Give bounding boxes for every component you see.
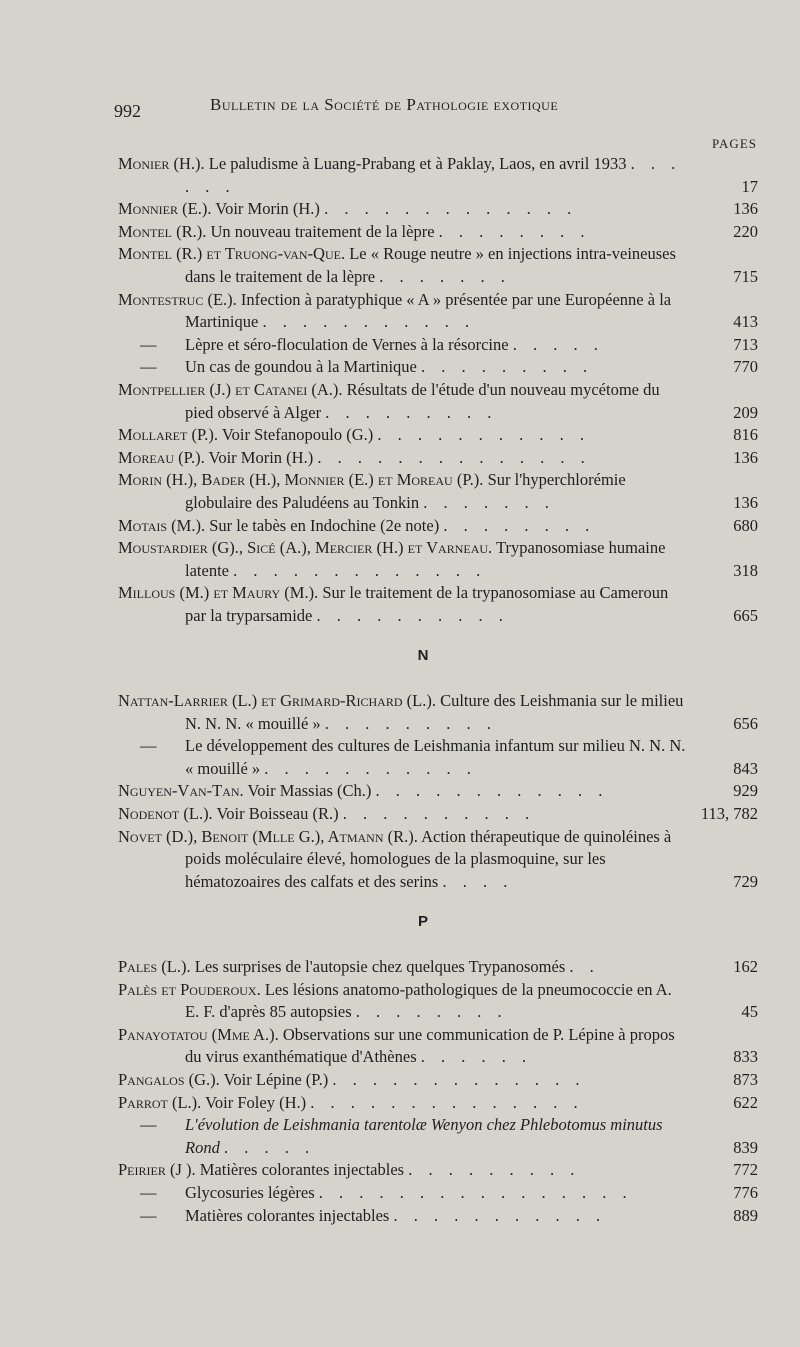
page-ref: 665	[733, 605, 758, 625]
index-entry: Novet (D.), Benoit (Mlle G.), Atmann (R.). Action thérapeutique de quinoléines à poids moléculaire élevé, homologues de la plasmoquine, sur les hématozoaires des calfats et des serins . . . . 729	[118, 826, 758, 894]
index-entry: Nodenot (L.). Voir Boisseau (R.) . . . . . . . . . . 113, 782	[118, 803, 758, 826]
page-ref: 136	[733, 492, 758, 512]
page-ref: 833	[733, 1047, 758, 1067]
page-ref: 816	[733, 425, 758, 445]
page-ref: 873	[733, 1069, 758, 1089]
index-entry: — L'évolution de Leishmania tarentolæ Wenyon chez Phlebotomus minutus Rond . . . . . 839	[118, 1114, 758, 1159]
index-entry: Montel (R.). Un nouveau traitement de la lèpre . . . . . . . . 220	[118, 221, 758, 244]
index-entry: Millous (M.) et Maury (M.). Sur le traitement de la trypanosomiase au Cameroun par la tryparsamide . . . . . . . . . . 665	[118, 582, 758, 627]
index-entry: Parrot (L.). Voir Foley (H.) . . . . . . . . . . . . . . 622	[118, 1092, 758, 1115]
page-ref: 113, 782	[700, 804, 758, 824]
index-entry: Panayotatou (Mme A.). Observations sur une communication de P. Lépine à propos du virus exanthématique d'Athènes . . . . . . 833	[118, 1024, 758, 1069]
index-entry: — Matières colorantes injectables . . . . . . . . . . . 889	[118, 1205, 758, 1228]
index-entry: Montel (R.) et Truong-van-Que. Le « Rouge neutre » en injections intra-veineuses dans le traitement de la lèpre . . . . . . . 715	[118, 243, 758, 288]
page-ref: 729	[733, 871, 758, 891]
page-ref: 318	[733, 560, 758, 580]
index-entry: Peirier (J ). Matières colorantes injectables . . . . . . . . . 772	[118, 1159, 758, 1182]
page-ref: 843	[733, 758, 758, 778]
page-ref: 770	[733, 357, 758, 377]
index-entry: Motais (M.). Sur le tabès en Indochine (2e note) . . . . . . . . 680	[118, 515, 758, 538]
index-entry: Moreau (P.). Voir Morin (H.) . . . . . . . . . . . . . . 136	[118, 447, 758, 470]
index-entry: Monier (H.). Le paludisme à Luang-Prabang et à Paklay, Laos, en avril 1933 . . . . . . 17	[118, 153, 758, 198]
page-ref: 136	[733, 199, 758, 219]
page-ref: 929	[733, 781, 758, 801]
page-ref: 680	[733, 515, 758, 535]
page-number: 992	[114, 101, 141, 121]
page-ref: 715	[733, 266, 758, 286]
index-entry: — Lèpre et séro-floculation de Vernes à la résorcine . . . . . 713	[118, 334, 758, 357]
running-title: Bulletin de la Société de Pathologie exotique	[210, 95, 559, 114]
page-ref: 17	[741, 176, 758, 196]
index-entry: Mollaret (P.). Voir Stefanopoulo (G.) . . . . . . . . . . . 816	[118, 424, 758, 447]
index-entry: — Le développement des cultures de Leishmania infantum sur milieu N. N. N. « mouillé » . . . . . . . . . . . 843	[118, 735, 758, 780]
page-ref: 839	[733, 1137, 758, 1157]
page-ref: 136	[733, 447, 758, 467]
page-ref: 622	[733, 1092, 758, 1112]
section-letter-p: P	[417, 913, 428, 931]
index-entry: Monnier (E.). Voir Morin (H.) . . . . . . . . . . . . . 136	[118, 198, 758, 221]
index-entry: Montestruc (E.). Infection à paratyphique « A » présentée par une Européenne à la Martinique . . . . . . . . . . . 413	[118, 289, 758, 334]
page-ref: 45	[741, 1002, 758, 1022]
index-entry: Nattan-Larrier (L.) et Grimard-Richard (L.). Culture des Leishmania sur le milieu N. N. N. « mouillé » . . . . . . . . . 656	[118, 690, 758, 735]
index-entry: Pales (L.). Les surprises de l'autopsie chez quelques Trypanosomés . . 162	[118, 956, 758, 979]
page-ref: 776	[733, 1182, 758, 1202]
index-entry: — Un cas de goundou à la Martinique . . . . . . . . . 770	[118, 356, 758, 379]
index-entry: Moustardier (G)., Sicé (A.), Mercier (H.) et Varneau. Trypanosomiase humaine latente . . . . . . . . . . . . . 318	[118, 537, 758, 582]
pages-column-label: PAGES	[712, 136, 757, 151]
page-ref: 162	[733, 957, 758, 976]
index-entry: Pangalos (G.). Voir Lépine (P.) . . . . . . . . . . . . . 873	[118, 1069, 758, 1092]
index-entry: Palès et Pouderoux. Les lésions anatomo-pathologiques de la pneumococcie en A. E. F. d'après 85 autopsies . . . . . . . . 45	[118, 979, 758, 1024]
index-entry: Morin (H.), Bader (H.), Monnier (E.) et Moreau (P.). Sur l'hyperchlorémie globulaire des Paludéens au Tonkin . . . . . . . 136	[118, 469, 758, 514]
page-ref: 220	[733, 221, 758, 241]
page-ref: 772	[733, 1160, 758, 1180]
section-letter-n: N	[417, 647, 429, 665]
page-ref: 656	[733, 713, 758, 733]
page-ref: 209	[733, 402, 758, 422]
index-entry: — Glycosuries légères . . . . . . . . . . . . . . . . 776	[118, 1182, 758, 1205]
index-entry: Nguyen-Van-Tan. Voir Massias (Ch.) . . . . . . . . . . . . 929	[118, 780, 758, 803]
page-ref: 713	[733, 334, 758, 354]
index-entry: Montpellier (J.) et Catanei (A.). Résultats de l'étude d'un nouveau mycétome du pied observé à Alger . . . . . . . . . 209	[118, 379, 758, 424]
page-ref: 889	[733, 1205, 758, 1225]
page-ref: 413	[733, 312, 758, 332]
index-content	[118, 153, 758, 1227]
